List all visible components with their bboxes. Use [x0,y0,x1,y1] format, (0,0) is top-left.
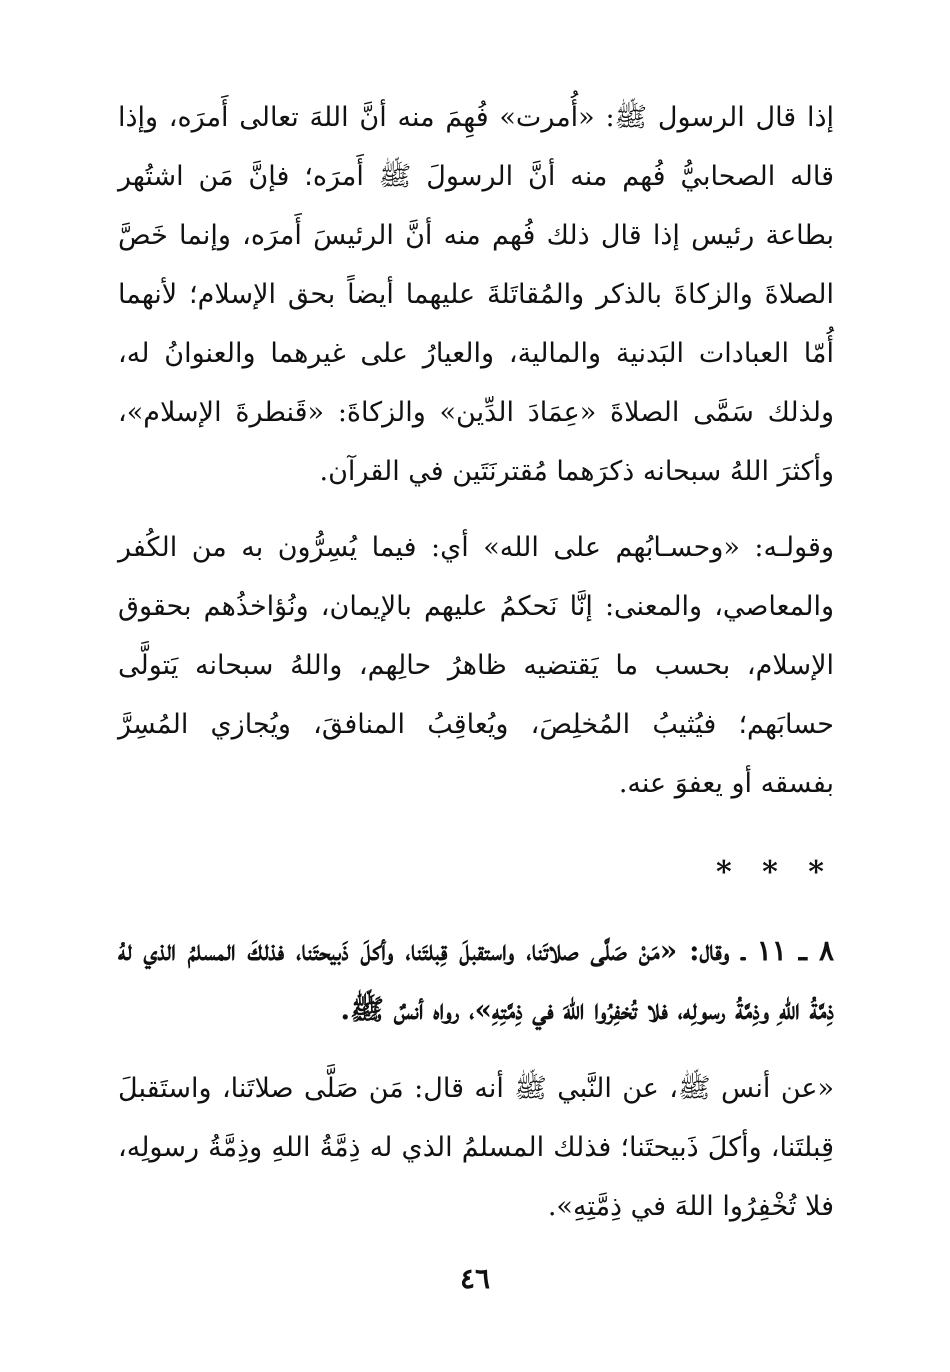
paragraph-explanation-command: إذا قال الرسول ﷺ: «أُمرت» فُهِمَ منه أنَّ اللهَ تعالى أَمرَه، وإذا قاله الصحابيُّ فُهم منه أنَّ الرسولَ ﷺ أَمرَه؛ فإنَّ مَن اشتُهر بطاعة رئيس إذا قال ذلك فُهم منه أنَّ الرئيسَ أَمرَه، وإنما خَصَّ الصلاةَ والزكاةَ بالذكر والمُقاتَلةَ عليهما أيضاً بحق الإسلام؛ لأنهما أُمّا العبادات البَدنية والمالية، والعيارُ على غيرهما والعنوانُ له، ولذلك سَمَّى الصلاةَ «عِمَادَ الدِّين» والزكاةَ: «قَنطرةَ الإسلام»، وأكثرَ اللهُ سبحانه ذكرَهما مُقترنَتَين في القرآن. [118,102,834,487]
paragraph-explanation-reckoning: وقولـه: «وحسـابُهم على الله» أي: فيما يُسِرُّون به من الكُفر والمعاصي، والمعنى: إنَّا نَحكمُ عليهم بالإيمان، ونُؤاخذُهم بحقوق الإسلام، بحسب ما يَقتضيه ظاهرُ حالِهم، واللهُ سبحانه يَتولَّى حسابَهم؛ فيُثيبُ المُخلِصَ، ويُعاقِبُ المنافقَ، ويُجازي المُسِرَّ بفسقه أو يعفوَ عنه. [118,532,834,799]
hadith-commentary: «عن أنس ﷺ، عن النَّبي ﷺ أنه قال: مَن صَلَّى صلاتَنا، واستَقبلَ قِبلتَنا، وأكلَ ذَبيحتَنا؛ فذلك المسلمُ الذي له ذِمَّةُ اللهِ وذِمَّةُ رسولِه، فلا تُخْفِرُوا اللهَ في ذِمَّتِهِ». [118,1073,834,1222]
page-body [118,88,834,1236]
page-number: ٤٦ [459,1262,491,1295]
section-separator: * * * [716,855,834,890]
hadith-text: ٨ ـ ١١ ـ وقال: «مَنْ صَلَّى صلاتَنا، واستقبلَ قِبلتَنا، وأكلَ ذَبيحتَنا، فذلكَ المسلمُ الذي لهُ ذِمَّةُ اللهِ وذِمَّةُ رسولِه، فلا تُخفِرُوا اللهَ في ذِمَّتِهِ»، رواه أنسٌ ﷺ. [118,934,834,1026]
